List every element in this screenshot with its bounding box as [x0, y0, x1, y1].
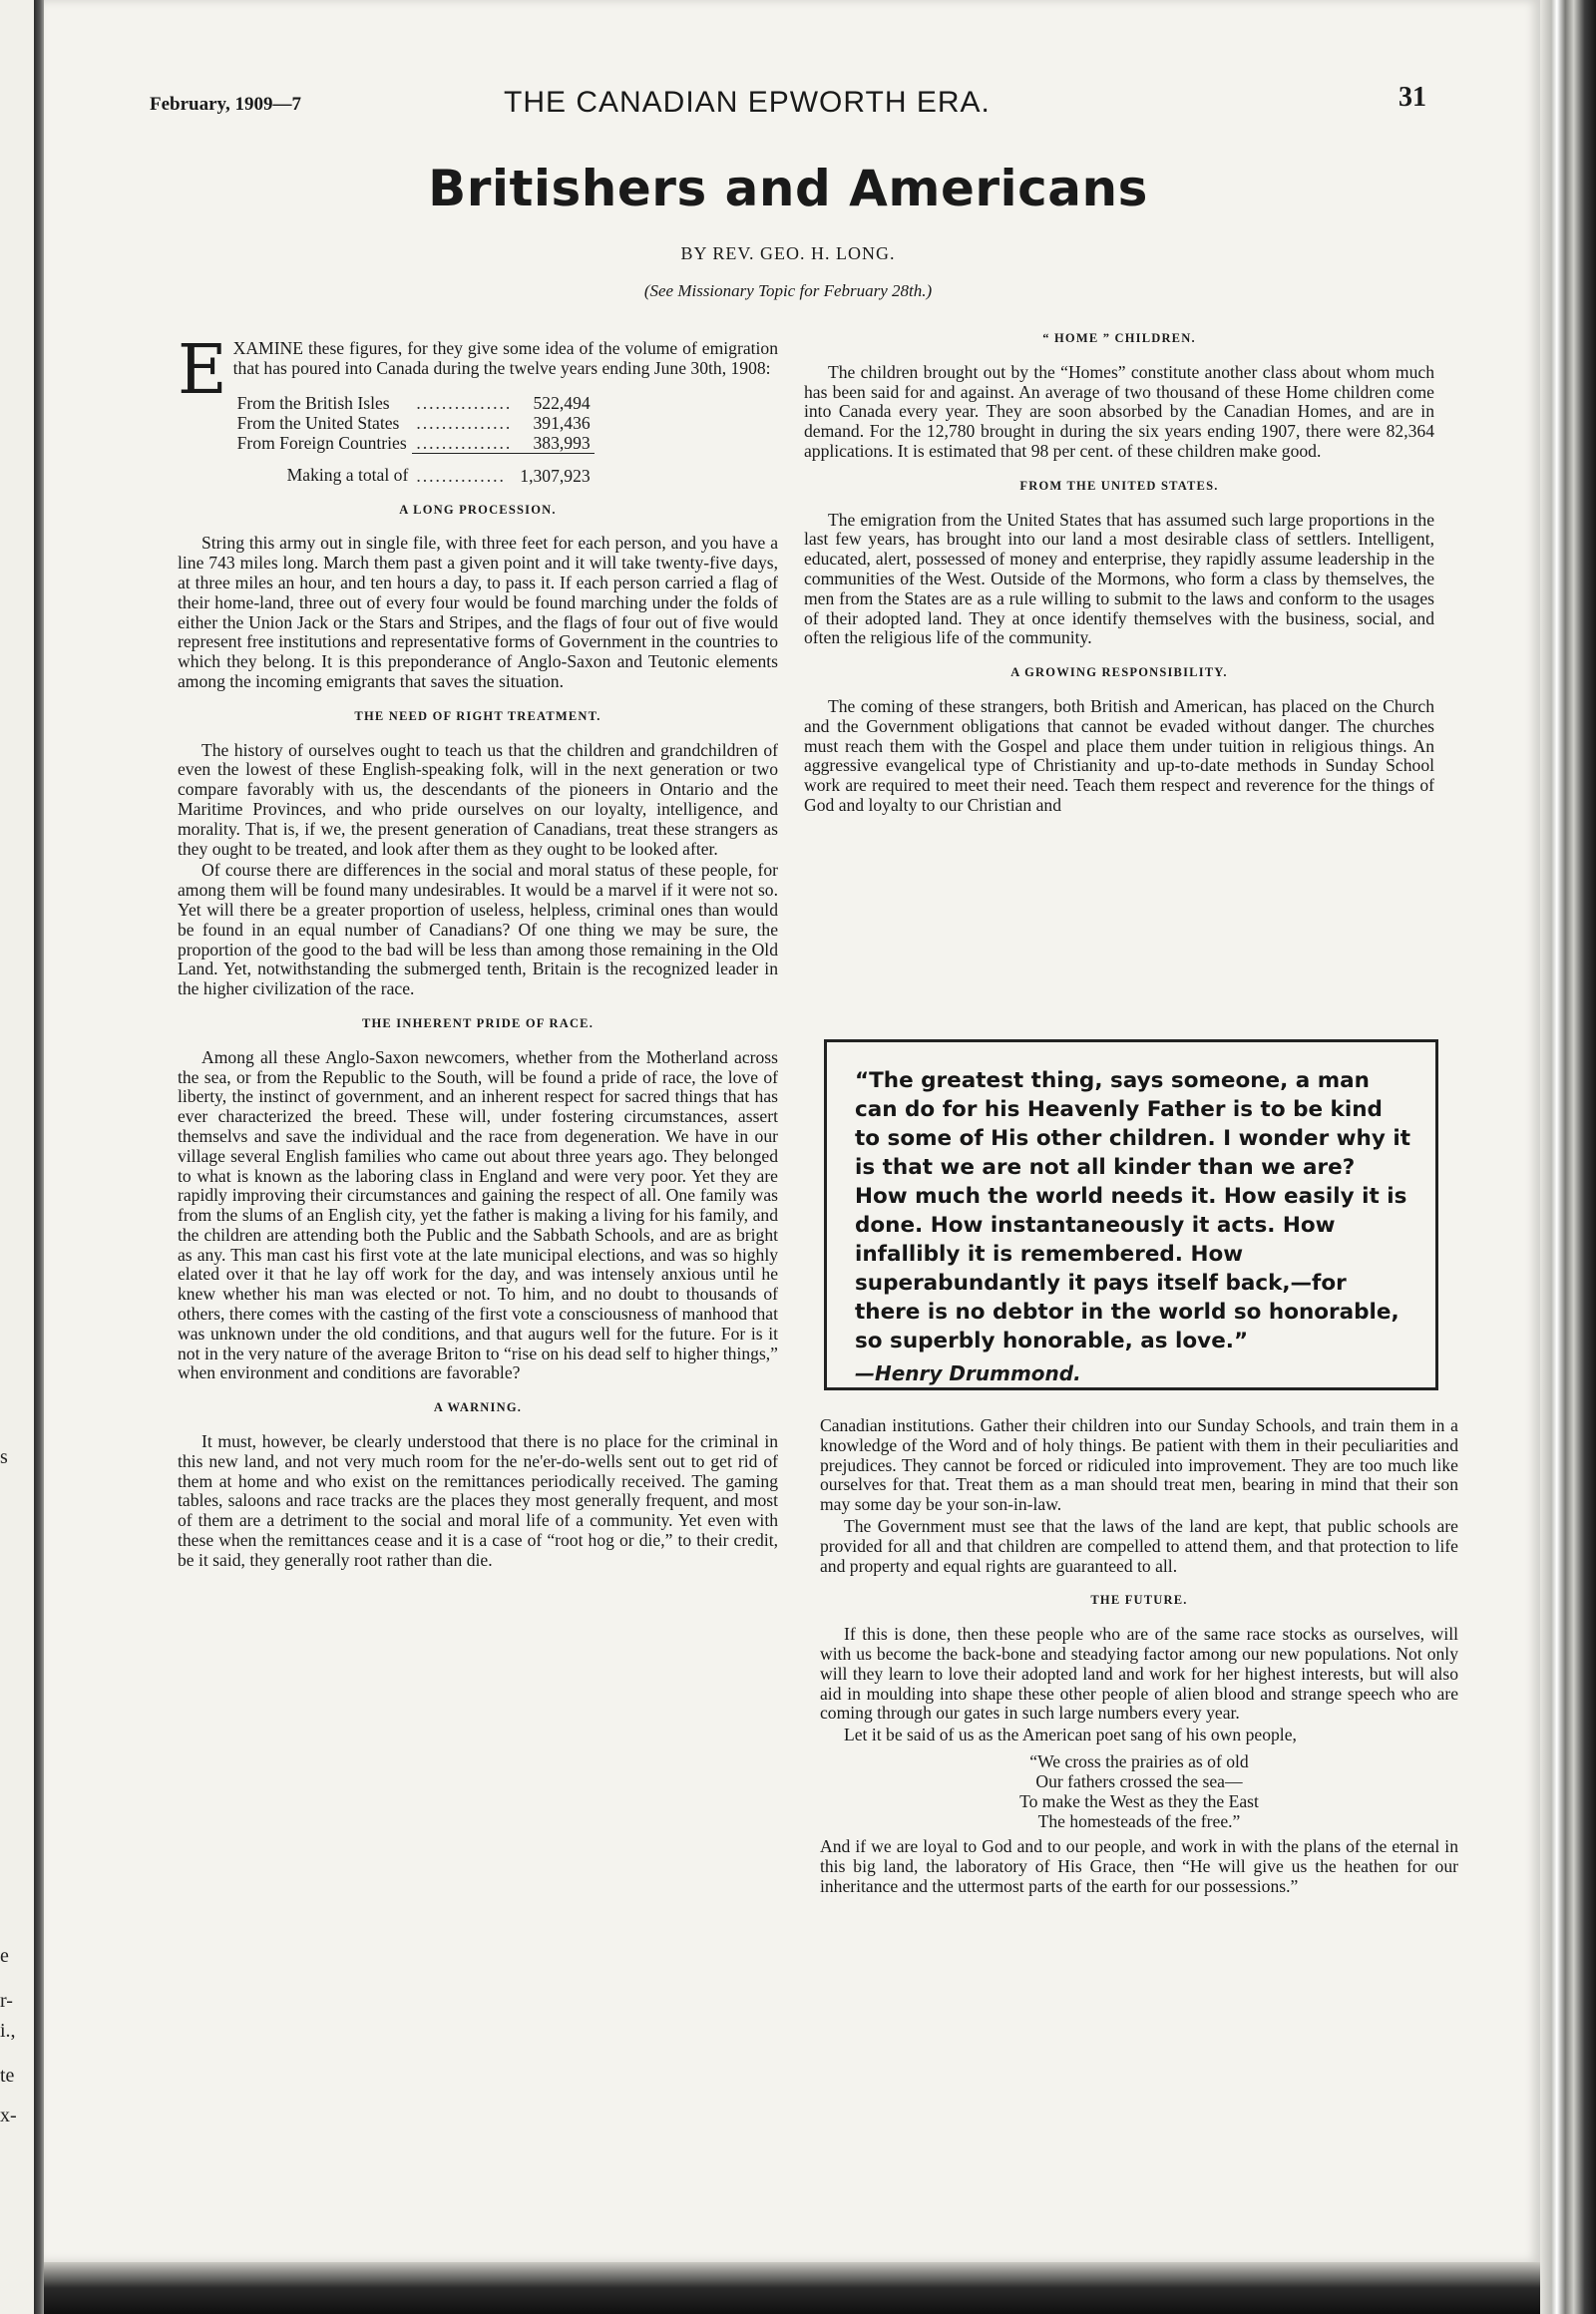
page-edge-right	[1540, 0, 1596, 2314]
emigration-figures-table	[233, 393, 595, 486]
right-column-top	[804, 329, 1434, 816]
right-column-bottom	[820, 1416, 1458, 1896]
drummond-quote-box	[824, 1039, 1438, 1390]
section-heading: THE FUTURE.	[1090, 1593, 1188, 1608]
section-heading: “ HOME ” CHILDREN.	[1042, 331, 1196, 345]
left-fragment: s	[0, 1446, 8, 1468]
figures-label: From the United States	[236, 412, 400, 433]
topic-note: (See Missionary Topic for February 28th.)	[643, 281, 933, 300]
figures-row	[233, 413, 595, 433]
verse-line: “We cross the prairies as of old	[1029, 1750, 1249, 1771]
section-heading: THE INHERENT PRIDE OF RACE.	[361, 1015, 595, 1030]
left-fragment: e	[0, 1945, 9, 1967]
body-paragraph: The emigration from the United States that has assumed such large proportions in the last few years, has brought into our land a most desirable class of settlers. Intelligent, educated, alert, possessed of money and enterprise, they rapidly assume leadership in the communities of the West. Outside of the Mormons, who form a class by themselves, the men from the States are as a rule willing to submit to the laws and conform to the usages of their adopted land. They at once identify themselves with the business, social, and often the religious life of the community.	[804, 509, 1434, 648]
section-heading: FROM THE UNITED STATES.	[1019, 478, 1219, 493]
body-paragraph: It must, however, be clearly understood that there is no place for the criminal in this new land, and not very much room for the ne'er-do-wells sent out to get rid of them at home and who exist on the remittances periodically received. The gaming tables, saloons and race tracks are the places they most generally frequent, and most of them are a detriment to the social and moral life of a community. Yet even with these when the remittances cease and it is a case of “root hog or die,” to their credit, be it said, they generally root rather than die.	[178, 1431, 778, 1570]
quote-text: “The greatest thing, says someone, a man can do for his Heavenly Father is to be kind to some of His other children. I wonder why it is that we are not all kinder than we are? How much the world needs it. How easily it is done. How instantaneously it acts. How infallibly it is remembered. How superabundantly it pays itself back,—for there is no debtor in the world so honorable, so superbly honorable, as love.”	[855, 1068, 1410, 1353]
verse-line: The homesteads of the free.”	[1037, 1810, 1241, 1831]
body-paragraph: Of course there are differences in the social and moral status of these people, for among them will be found many undesirables. It would be a marvel if it were not so. Yet will there be a greater proportion of useless, helpless, criminal ones than would be found in an equal number of Canadians? Of one thing we may be sure, the proportion of the good to the bad will be less than among those remaining in the Old Land. Yet, notwithstanding the submerged tenth, Britain is the recognized leader in the higher civilization of the race.	[178, 860, 778, 999]
page-edge-bottom	[44, 2262, 1540, 2314]
figures-leader: ...............	[416, 432, 513, 453]
running-head	[150, 82, 1426, 126]
body-paragraph: The history of ourselves ought to teach us that the children and grandchildren of even the lowest of these English-speaking folk, will in the next generation or two compare favorably with us, the descendants of the pioneers in Ontario and the Maritime Provinces, and who pride ourselves on our loyalty, intelligence, and morality. That is, if we, the present generation of Canadians, treat these strangers as they ought to be treated, and look after them as they ought to be looked after.	[178, 739, 778, 859]
figures-total-row	[233, 453, 595, 486]
figures-value: 522,494	[533, 392, 591, 413]
section-heading: A WARNING.	[433, 1400, 523, 1415]
body-paragraph: Among all these Anglo-Saxon newcomers, whether from the Motherland across the sea, or from the Republic to the South, will be found a pride of race, the love of liberty, the instinct of government, and an inherent respect for sacred things that has ever characterized the breed. These will, under fostering circumstances, assert themselvs and save the individual and the race from degeneration. We have in our village several English families who came out about three years ago. They belonged to what is known as the laboring class in England and were very poor. Yet they are rapidly improving their circumstances and gaining the respect of all. One family was from the slums of an English city, yet the father is making a living for his family, and the children are attending both the Public and the Sabbath Schools, and are as bright as any. This man cast his first vote at the late municipal elections, and was so highly elated over it that he lay off work for the day, and was intensely anxious until he knew whether his man was elected or not. To him, and no doubt to thousands of others, there comes with the casting of the first vote a consciousness of manhood that was unknown under the old conditions, and that augurs well for the future. For is it not in the very nature of the average Briton to “rise on his dead self to higher things,” when environment and conditions are favorable?	[178, 1046, 778, 1383]
body-paragraph: String this army out in single file, with three feet for each person, and you have a line 743 miles long. March them past a given point and it will take twenty-five days, at three miles an hour, and ten hours a day, to pass it. If each person carried a flag of their home-land, three out of every four would be found marching under the folds of either the Union Jack or the Stars and Stripes, and the flags of four out of five would represent free institutions and representative forms of Government in the countries to which they belong. It is this preponderance of Anglo-Saxon and Teutonic elements among the incoming emigrants that saves the situation.	[178, 533, 778, 691]
total-label: Making a total of	[286, 465, 409, 486]
total-value: 1,307,923	[516, 453, 594, 486]
body-paragraph: The Government must see that the laws of the land are kept, that public schools are provided for all and that children are compelled to attend them, and that protection to life and property and equal rights are guaranteed to all.	[820, 1515, 1458, 1576]
figures-row	[233, 393, 595, 413]
closing-paragraph: And if we are loyal to God and to our people, and work in with the plans of the eternal in this big land, the laboratory of His Grace, then “He will give us the heathen for our inheritance and the uttermost parts of the earth for our possessions.”	[820, 1835, 1458, 1896]
section-heading: A LONG PROCESSION.	[399, 502, 557, 517]
journal-title: THE CANADIAN EPWORTH ERA.	[504, 86, 991, 119]
figures-label: From Foreign Countries	[236, 432, 407, 453]
article-title: Britishers and Americans	[428, 160, 1148, 217]
figures-value: 391,436	[533, 412, 591, 433]
figures-leader: ...............	[416, 412, 513, 433]
figures-row	[233, 433, 595, 454]
figures-value: 383,993	[533, 432, 591, 453]
byline: BY REV. GEO. H. LONG.	[680, 243, 896, 263]
issue-date: February, 1909—7	[150, 94, 301, 115]
section-heading: THE NEED OF RIGHT TREATMENT.	[354, 708, 601, 723]
left-column	[178, 331, 778, 1571]
verse-line: Our fathers crossed the sea—	[1035, 1770, 1243, 1791]
verse-line: To make the West as they the East	[1019, 1790, 1259, 1811]
body-paragraph: The children brought out by the “Homes” constitute another class about whom much has been said for and against. An average of two thousand of these Home children come into Canada every year. They are soon absorbed by the Canadian Homes, and are in demand. For the 12,780 brought in during the six years ending 1907, there were 82,364 applications. It is estimated that 98 per cent. of these children make good.	[804, 361, 1434, 461]
book-spine	[34, 0, 44, 2314]
figures-label: From the British Isles	[236, 392, 390, 413]
quote-author: —Henry Drummond.	[855, 1361, 1081, 1385]
section-heading: A GROWING RESPONSIBILITY.	[1010, 665, 1228, 680]
figures-leader: ...............	[416, 392, 513, 413]
total-leader: ..............	[412, 453, 516, 486]
page-number: 31	[1398, 82, 1426, 113]
left-page-sliver	[0, 0, 34, 2314]
body-paragraph: If this is done, then these people who are of the same race stocks as ourselves, will with us become the back-bone and steadying factor among our new populations. Not only will they learn to love their adopted land and work for her highest interests, but will also aid in moulding into shape these other people of alien blood and strange speech who are coming through our gates in such large numbers every year.	[820, 1624, 1458, 1724]
poem-verse	[820, 1751, 1458, 1831]
drop-cap: E	[178, 331, 227, 410]
left-fragment: x-	[0, 2105, 17, 2126]
left-fragment: te	[0, 2065, 15, 2087]
intro-text: XAMINE these figures, for they give some idea of the volume of emigration that has poured into Canada during the twelve years ending June 30th, 1908:	[232, 338, 778, 378]
left-fragment: i.,	[0, 2020, 16, 2042]
body-paragraph: Let it be said of us as the American poet sang of his own people,	[844, 1725, 1297, 1745]
body-paragraph: The coming of these strangers, both British and American, has placed on the Church and the Government obligations that cannot be evaded without danger. The churches must reach them with the Gospel and place them under tuition in religious things. An aggressive evangelical type of Christianity and up-to-date methods in Sunday School work are required to meet their need. Teach them respect and reverence for the things of God and loyalty to our Christian and	[804, 695, 1434, 815]
left-fragment: r-	[0, 1990, 13, 2012]
continuation-paragraph: Canadian institutions. Gather their children into our Sunday Schools, and train them in a knowledge of the Word and of holy things. Be patient with them in their peculiarities and prejudices. They cannot be forced or ridiculed into improvement. They are too much like ourselves for that. Treat them as a man should treat men, bearing in mind that their son may some day be your son-in-law.	[820, 1415, 1458, 1515]
